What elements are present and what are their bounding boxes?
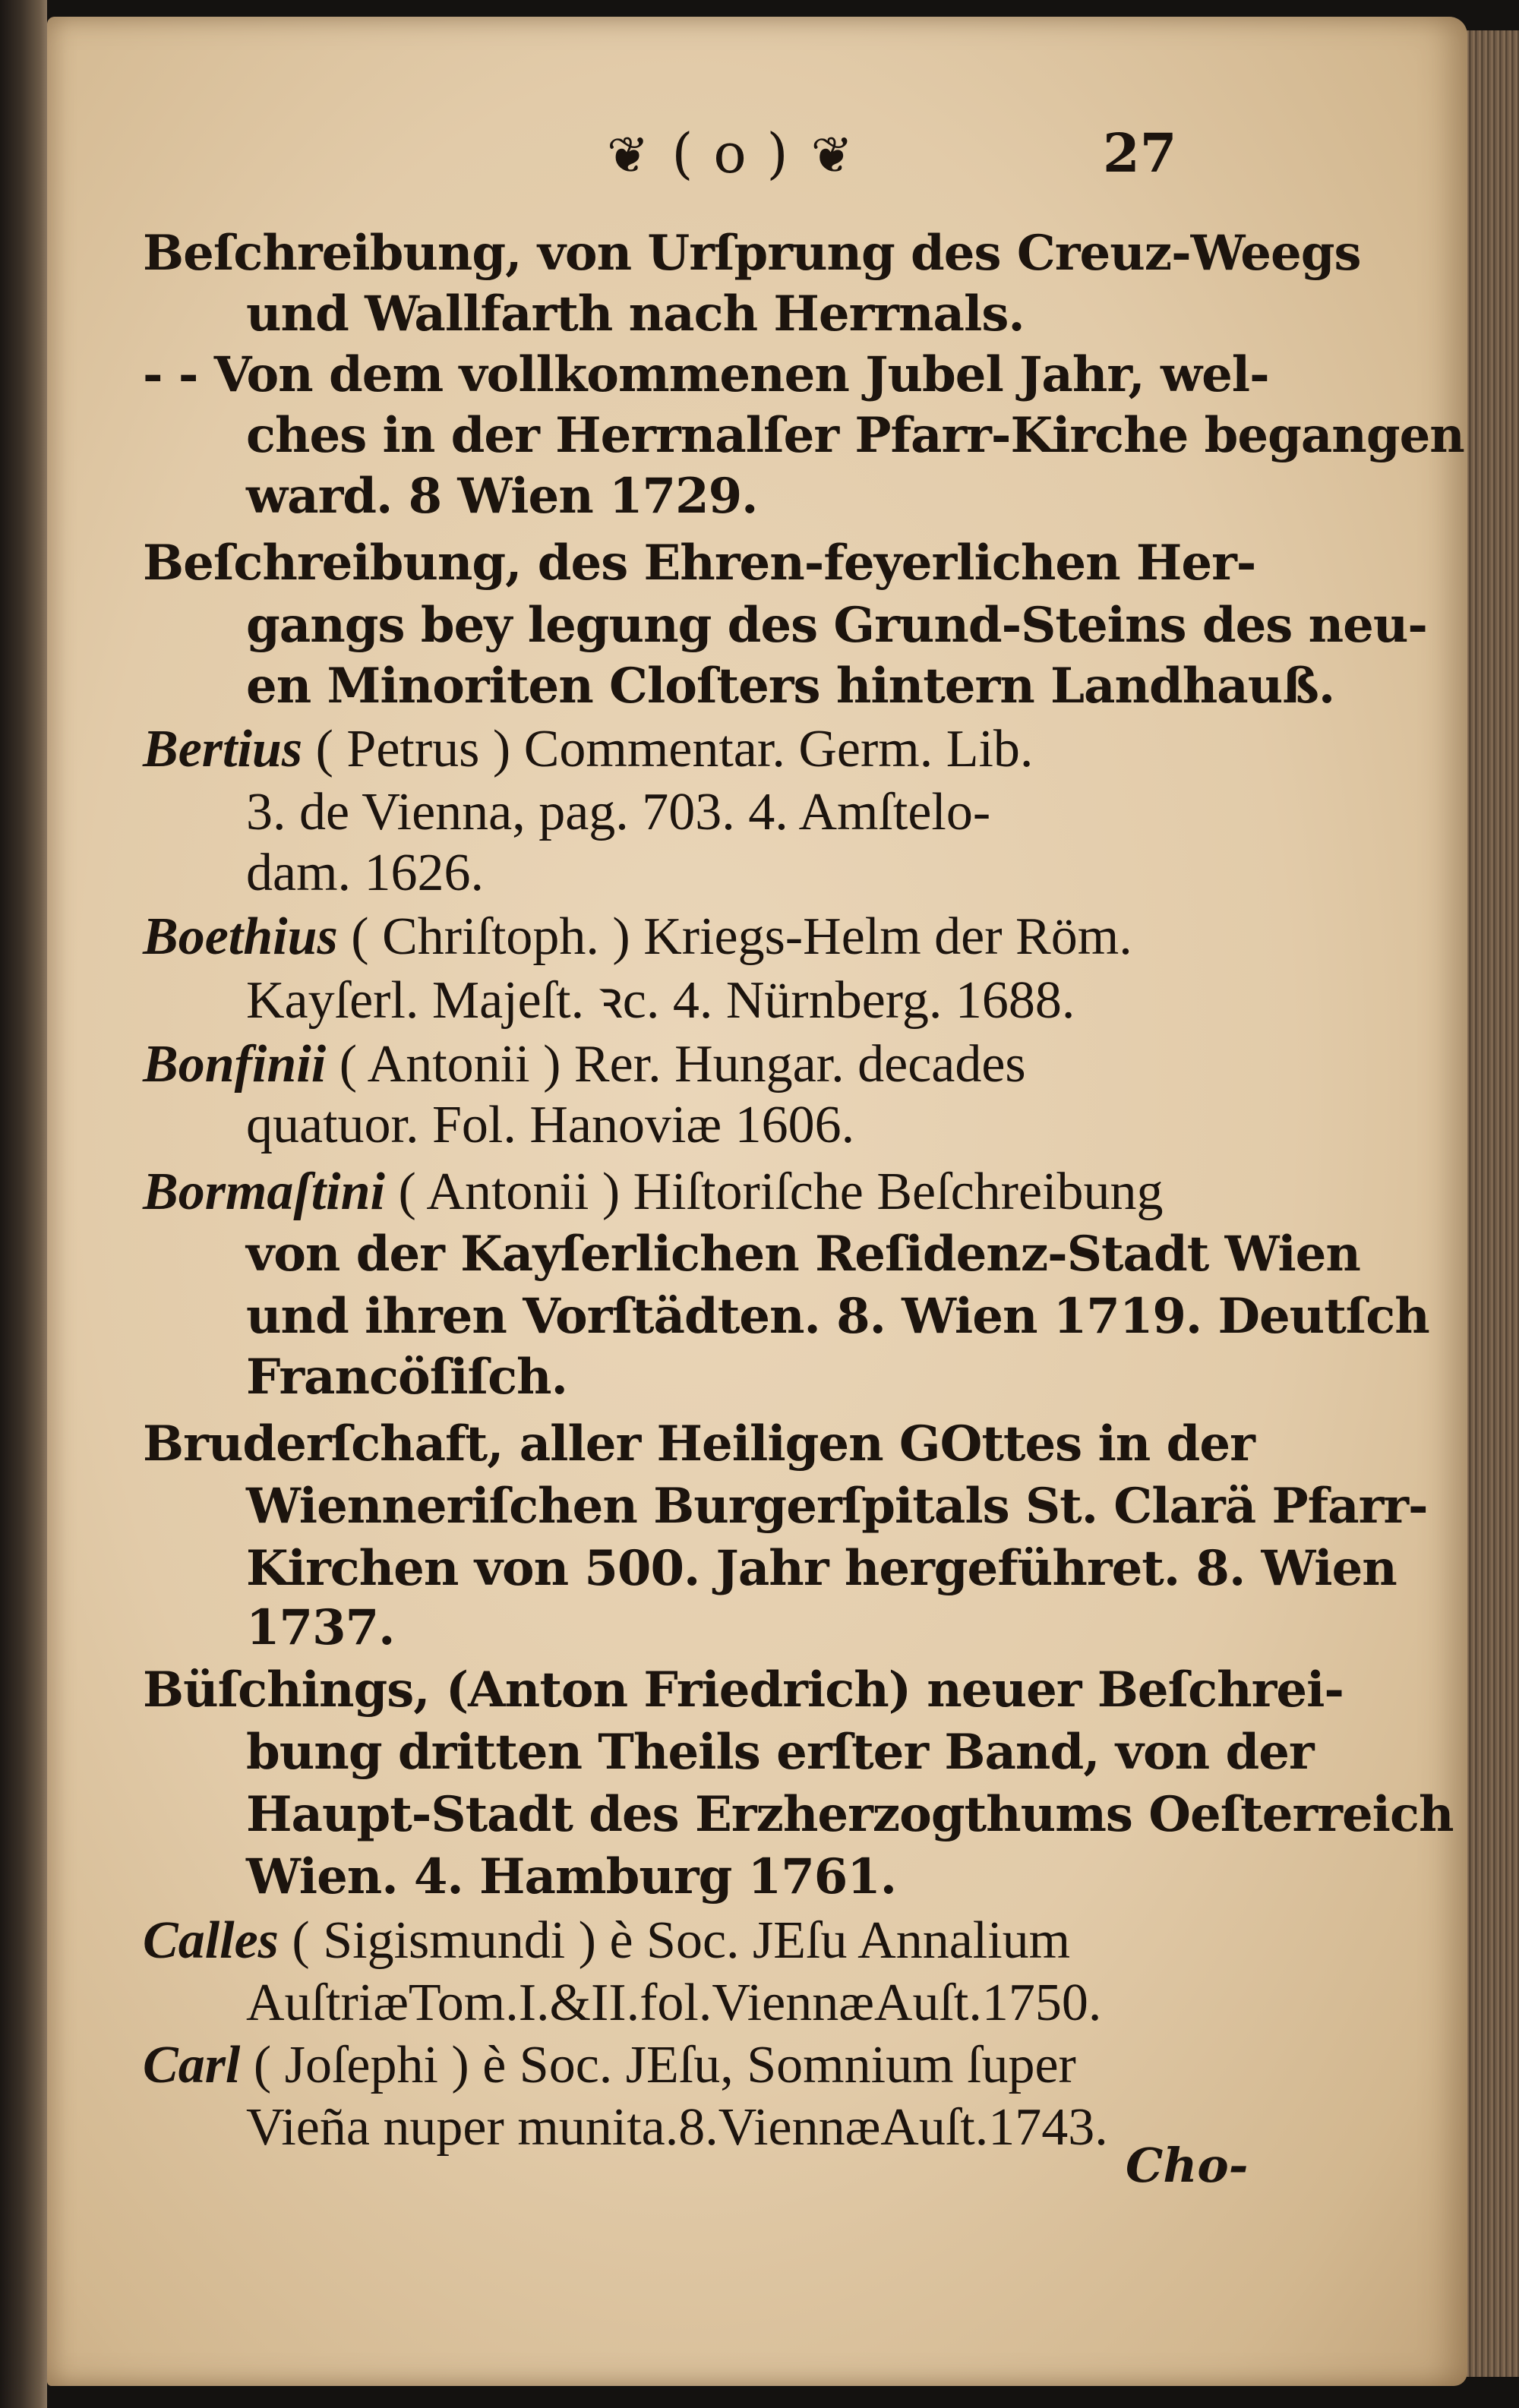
entry-text: ( Sigismundi ) è Soc. JEſu Annalium — [292, 1911, 1071, 1970]
entry-line: Wienneriſchen Burgerſpitals St. Clarä Pfarr‑ — [246, 1478, 1428, 1535]
entry-author: Bertius — [143, 720, 303, 778]
entry-text: ( Joſephi ) è Soc. JEſu, Somnium ſuper — [253, 2036, 1076, 2094]
entry-line: ches in der Herrnalſer Pfarr‑Kirche begangen — [246, 407, 1464, 464]
entry-line: und Wallfarth nach Herrnals. — [246, 286, 1025, 342]
entry-author: Boethius — [143, 907, 338, 966]
entry-line: 1737. — [246, 1599, 395, 1656]
entry-line: Bruderſchaft, aller Heiligen GOttes in der — [143, 1415, 1255, 1472]
entry-line: Kayſerl. Majeſt. ꝛc. 4. Nürnberg. 1688. — [246, 971, 1075, 1030]
entry-line — [143, 907, 1132, 967]
entry-line — [143, 1162, 1163, 1223]
entry-line: gangs bey legung des Grund‑Steins des neu‑ — [246, 597, 1427, 654]
entry-line: ward. 8 Wien 1729. — [246, 468, 758, 525]
entry-line: en Minoriten Cloſters hintern Landhauß. — [246, 658, 1335, 715]
page-text — [47, 17, 1467, 2386]
entry-line: Büſchings, (Anton Friedrich) neuer Beſchrei‑ — [143, 1662, 1344, 1718]
entry-line: AuſtriæTom.I.&II.fol.ViennæAuſt.1750. — [246, 1974, 1102, 2032]
entry-line: bung dritten Theils erſter Band, von der — [246, 1724, 1314, 1781]
entry-line — [143, 2035, 1076, 2096]
entry-line: Wien. 4. Hamburg 1761. — [246, 1848, 897, 1905]
entry-line — [143, 1911, 1070, 1971]
page-number: 27 — [1103, 122, 1177, 185]
catchword: Cho‑ — [1126, 2138, 1249, 2193]
header-title: ( o ) — [671, 122, 790, 185]
entry-line: Francöſiſch. — [246, 1349, 567, 1406]
entry-line: Haupt‑Stadt des Erzherzogthums Oeſterreich — [246, 1786, 1454, 1843]
book-spine-edge — [0, 0, 47, 2408]
entry-line: dam. 1626. — [246, 844, 485, 902]
entry-line: Beſchreibung, von Urſprung des Creuz‑Weegs — [143, 225, 1361, 282]
entry-line: Beſchreibung, des Ehren‑feyerlichen Her‑ — [143, 535, 1256, 592]
book-page — [47, 17, 1467, 2386]
entry-line: von der Kayſerlichen Reſidenz‑Stadt Wien — [246, 1226, 1360, 1283]
entry-line: Kirchen von 500. Jahr hergeführet. 8. Wien — [246, 1540, 1397, 1597]
entry-author: Bormaſtini — [143, 1163, 385, 1221]
entry-text: ( Chriſtoph. ) Kriegs‑Helm der Röm. — [351, 907, 1132, 966]
entry-line: 3. de Vienna, pag. 703. 4. Amſtelo‑ — [246, 783, 991, 841]
entry-line: und ihren Vorſtädten. 8. Wien 1719. Deutſch — [246, 1288, 1429, 1345]
ornament-left-icon: ❦ — [607, 126, 651, 185]
entry-author: Calles — [143, 1911, 279, 1970]
ornament-right-icon: ❦ — [810, 126, 854, 185]
entry-line: Vieña nuper munita.8.ViennæAuſt.1743. — [246, 2098, 1108, 2157]
entry-text: ( Antonii ) Rer. Hungar. decades — [339, 1035, 1026, 1094]
entry-line: ‑ ‑ Von dem vollkommenen Jubel Jahr, wel‑ — [143, 346, 1269, 403]
entry-line — [143, 719, 1033, 780]
entry-line — [143, 1034, 1026, 1095]
page-stack-edge — [1466, 30, 1519, 2377]
entry-text: ( Petrus ) Commentar. Germ. Lib. — [315, 720, 1034, 778]
entry-author: Bonfinii — [143, 1035, 327, 1094]
entry-text: ( Antonii ) Hiſtoriſche Beſchreibung — [398, 1163, 1164, 1221]
entry-line: quatuor. Fol. Hanoviæ 1606. — [246, 1096, 855, 1154]
entry-author: Carl — [143, 2036, 241, 2094]
running-header — [503, 115, 958, 191]
